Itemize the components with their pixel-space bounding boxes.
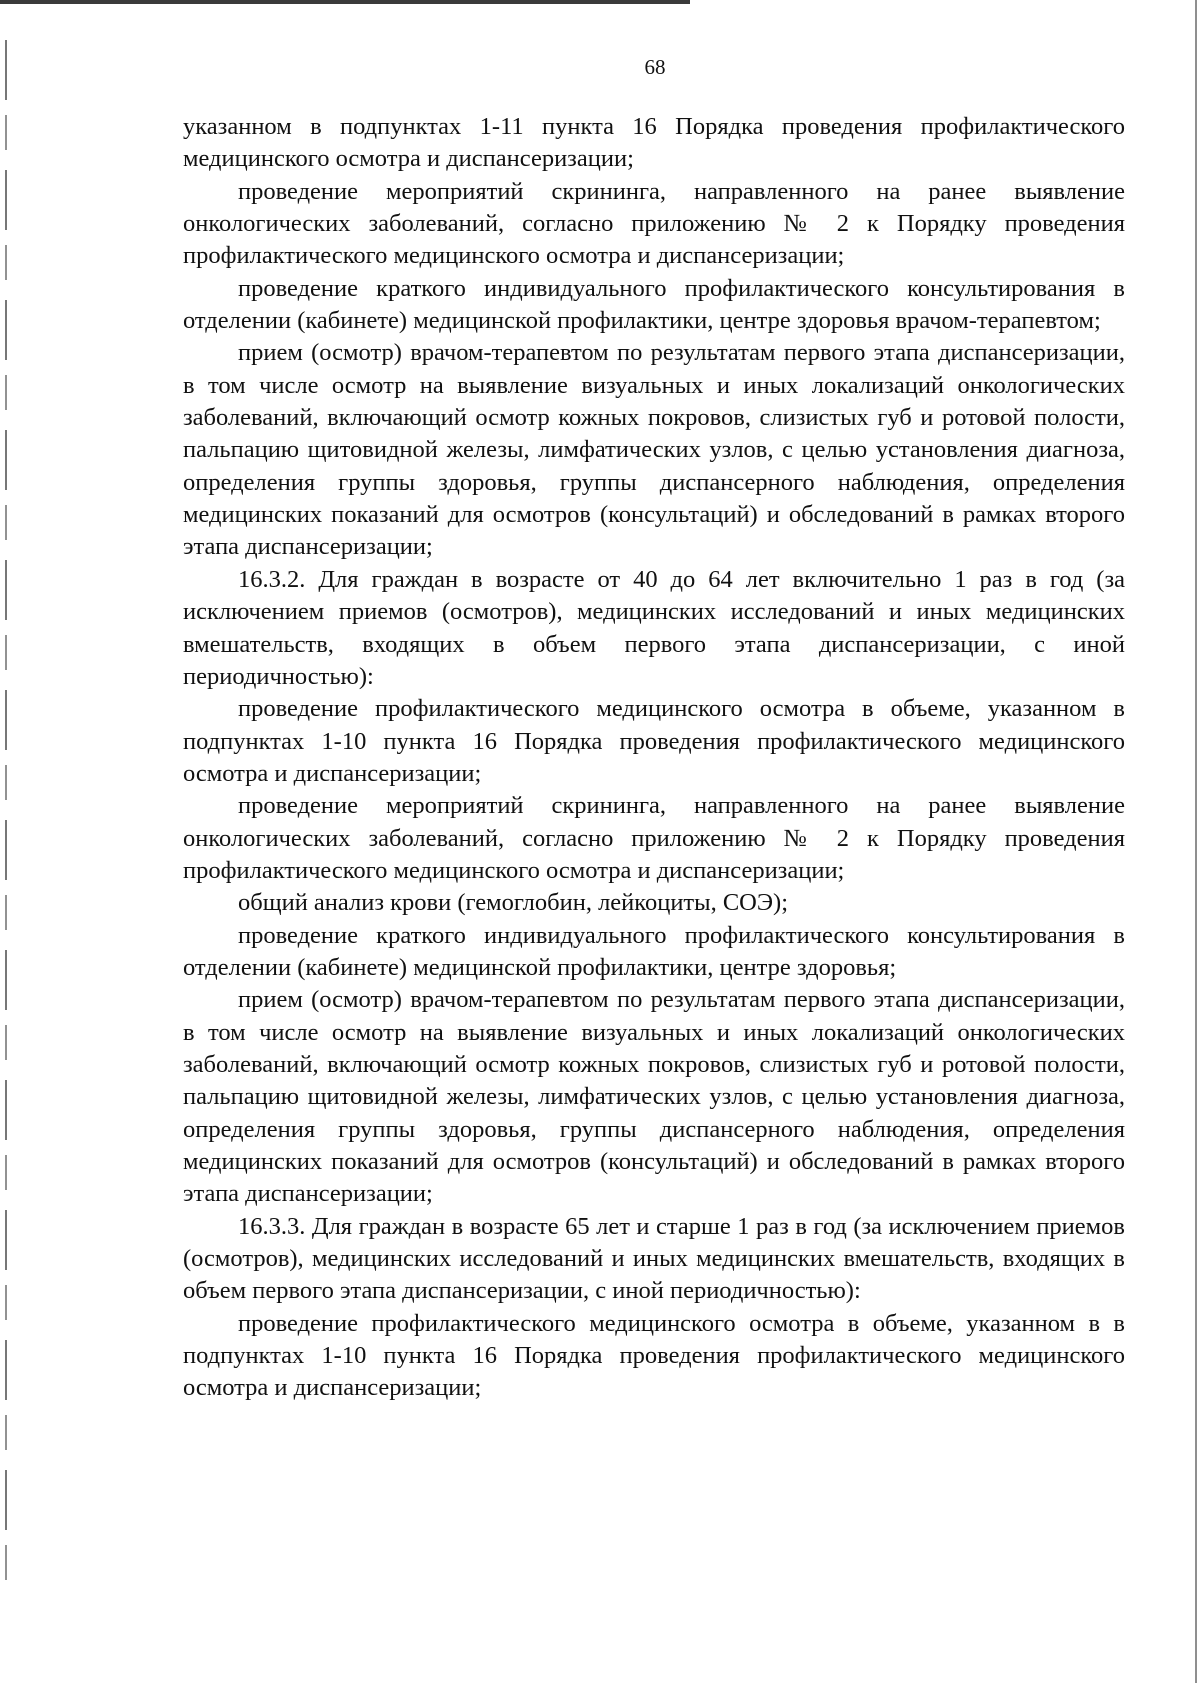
document-body (183, 111, 1125, 1405)
paragraph: проведение мероприятий скрининга, направленного на ранее выявление онкологических заболеваний, согласно приложению № 2 к Порядку проведения профилактического медицинского осмотра и диспансеризации; (183, 792, 1125, 884)
paragraph: проведение профилактического медицинского осмотра в объеме, указанном в в подпунктах 1-10 пункта 16 Порядка проведения профилактического медицинского осмотра и диспансеризации; (183, 1309, 1125, 1402)
paragraph: прием (осмотр) врачом-терапевтом по результатам первого этапа диспансеризации, в том числе осмотр на выявление визуальных и иных локализаций онкологических заболеваний, включающий осмотр кожных покровов, слизистых губ и ротовой полости, пальпацию щитовидной железы, лимфатических узлов, с целью установления диагноза, определения группы здоровья, группы диспансерного наблюдения, определения медицинских показаний для осмотров (консультаций) и обследований в рамках второго этапа диспансеризации; (183, 986, 1125, 1208)
paragraph: 16.3.3. Для граждан в возрасте 65 лет и старше 1 раз в год (за исключением приемов (осмотров), медицинских исследований и иных медицинских вмешательств, входящих в объем первого этапа диспансеризации, с иной периодичностью): (183, 1212, 1125, 1305)
paragraph: 16.3.2. Для граждан в возрасте от 40 до 64 лет включительно 1 раз в год (за исключением приемов (осмотров), медицинских исследований и иных медицинских вмешательств, входящих в объем первого этапа диспансеризации, с иной периодичностью): (183, 565, 1125, 690)
scan-right-edge (1195, 0, 1197, 1683)
paragraph: проведение профилактического медицинского осмотра в объеме, указанном в подпунктах 1-10 пункта 16 Порядка проведения профилактического медицинского осмотра и диспансеризации; (183, 695, 1125, 787)
scan-left-edge (5, 40, 7, 1600)
paragraph: проведение краткого индивидуального профилактического консультирования в отделении (кабинете) медицинской профилактики, центре здоровья; (183, 921, 1125, 981)
paragraph: прием (осмотр) врачом-терапевтом по результатам первого этапа диспансеризации, в том числе осмотр на выявление визуальных и иных локализаций онкологических заболеваний, включающий осмотр кожных покровов, слизистых губ и ротовой полости, пальпацию щитовидной железы, лимфатических узлов, с целью установления диагноза, определения группы здоровья, группы диспансерного наблюдения, определения медицинских показаний для осмотров (консультаций) и обследований в рамках второго этапа диспансеризации; (183, 339, 1125, 561)
page-number: 68 (644, 55, 666, 79)
paragraph: проведение краткого индивидуального профилактического консультирования в отделении (кабинете) медицинской профилактики, центре здоровья врачом-терапевтом; (183, 274, 1125, 335)
paragraph: общий анализ крови (гемоглобин, лейкоциты, СОЭ); (238, 889, 789, 917)
scan-top-rule (0, 0, 690, 4)
paragraph: проведение мероприятий скрининга, направленного на ранее выявление онкологических заболеваний, согласно приложению № 2 к Порядку проведения профилактического медицинского осмотра и диспансеризации; (183, 177, 1125, 270)
paragraph: указанном в подпунктах 1-11 пункта 16 Порядка проведения профилактического медицинского осмотра и диспансеризации; (183, 113, 1125, 173)
